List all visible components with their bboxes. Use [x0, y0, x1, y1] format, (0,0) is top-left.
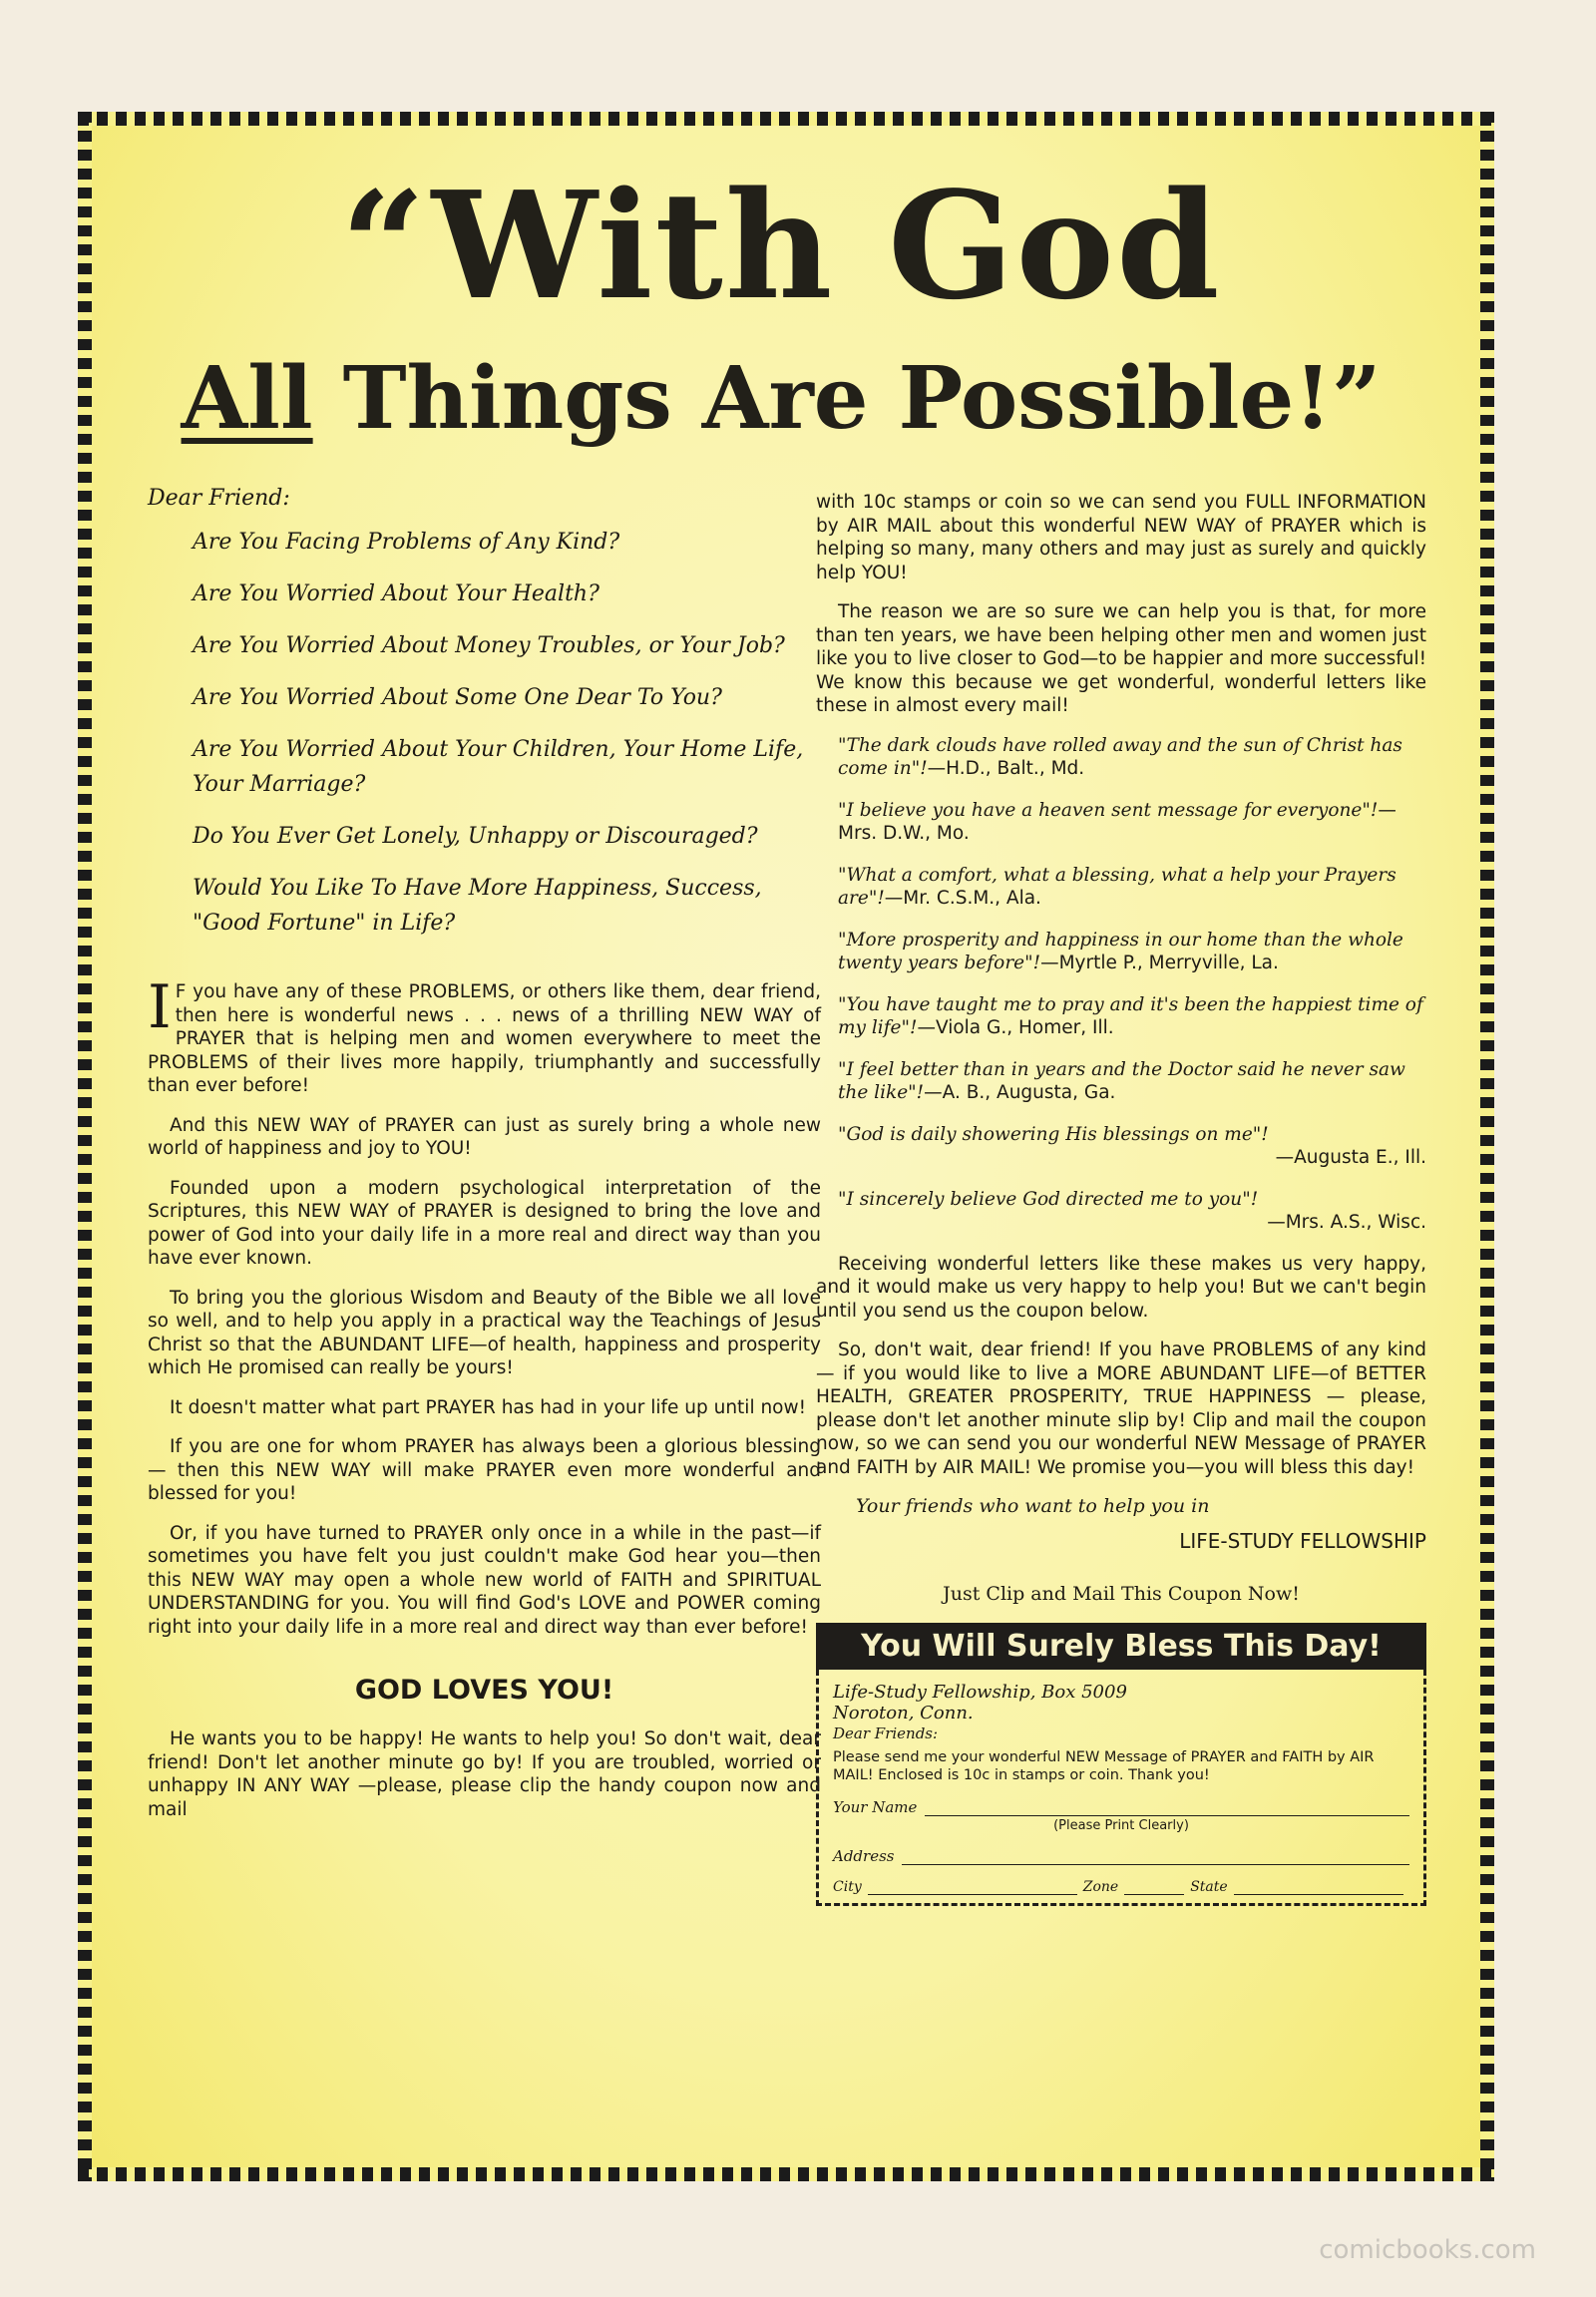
question-item: Are You Worried About Money Troubles, or Your Job?: [193, 633, 785, 658]
testimonial: [838, 929, 1426, 975]
testimonial: [838, 1188, 1426, 1235]
state-label: State: [1190, 1879, 1228, 1895]
testimonial-attribution: —Mrs. D.W., Mo.: [838, 799, 1396, 844]
testimonial-attribution: —Mrs. A.S., Wisc.: [1267, 1212, 1426, 1233]
signoff-organization: LIFE-STUDY FELLOWSHIP: [1179, 1529, 1426, 1553]
testimonial: [838, 993, 1426, 1040]
body-paragraph: Founded upon a modern psychological interpretation of the Scriptures, this NEW WAY of PRAYER is designed to bring the love and power of God into your daily life in a more real and direct way than you have ever known.: [148, 1177, 821, 1269]
dashed-border-top: [78, 112, 1494, 126]
headline-underlined-word: All: [181, 348, 313, 449]
question-item: Are You Worried About Your Children, Your Home Life, Your Marriage?: [193, 737, 804, 797]
mail-coupon[interactable]: [816, 1670, 1426, 1906]
dashed-border-bottom: [78, 2167, 1494, 2181]
headline-line2-rest: Things Are Possible!”: [312, 348, 1382, 449]
testimonial: [838, 734, 1426, 781]
dashed-border-left: [78, 112, 92, 2181]
body-paragraph: To bring you the glorious Wisdom and Beauty of the Bible we all love so well, and to help you apply in a practical way the Teachings of Jesus Christ so that the ABUNDANT LIFE—of health, happiness and prosperity which He promised can really be yours!: [148, 1287, 821, 1378]
name-line[interactable]: [925, 1801, 1409, 1816]
testimonial-attribution: —Myrtle P., Merryville, La.: [1040, 953, 1279, 973]
testimonial-attribution: —Mr. C.S.M., Ala.: [884, 888, 1041, 909]
city-label: City: [833, 1879, 862, 1895]
coupon-request: Please send me your wonderful NEW Message of PRAYER and FAITH by AIR MAIL! Enclosed is 10c in stamps or coin. Thank you!: [833, 1749, 1375, 1783]
headline-line1: “With God: [340, 159, 1222, 332]
testimonial-attribution: —Augusta E., Ill.: [1275, 1147, 1426, 1168]
name-label: Your Name: [833, 1798, 918, 1816]
testimonial: [838, 799, 1426, 846]
testimonial-quote: "God is daily showering His blessings on me"!: [838, 1123, 1269, 1145]
body-paragraph: So, don't wait, dear friend! If you have PROBLEMS of any kind — if you would like to live a MORE ABUNDANT LIFE—of BETTER HEALTH, GREATER PROSPERITY, TRUE HAPPINESS — please, please don't let another minute slip by! Clip and mail the coupon now, so we can send you our wonderful NEW Message of PRAYER and FAITH by AIR MAIL! We promise you—you will bless this day!: [816, 1340, 1426, 1478]
question-item: Would You Like To Have More Happiness, Success, "Good Fortune" in Life?: [193, 876, 762, 936]
right-column: [816, 491, 1426, 1906]
body-paragraph: It doesn't matter what part PRAYER has had in your life up until now!: [170, 1396, 807, 1418]
testimonial-attribution: —Viola G., Homer, Ill.: [917, 1017, 1114, 1038]
signoff-line: Your friends who want to help you in: [856, 1495, 1210, 1517]
advertisement-page: [78, 112, 1494, 2181]
question-item: Do You Ever Get Lonely, Unhappy or Discouraged?: [193, 824, 758, 849]
coupon-banner: You Will Surely Bless This Day!: [816, 1623, 1426, 1670]
testimonial-attribution: —H.D., Balt., Md.: [927, 758, 1085, 779]
question-item: Are You Worried About Some One Dear To You?: [193, 685, 722, 710]
body-paragraph: Or, if you have turned to PRAYER only once in a while in the past—if sometimes you have felt you just couldn't make God hear you—then this NEW WAY may open a whole new world of FAITH and SPIRITUAL UNDERSTANDING for you. You will find God's LOVE and POWER coming right into your daily life in a more real and direct way than ever before!: [148, 1522, 821, 1638]
testimonial-attribution: —A. B., Augusta, Ga.: [924, 1082, 1116, 1103]
testimonial-quote: "More prosperity and happiness in our home than the whole twenty years before"!: [838, 929, 1403, 973]
name-hint: (Please Print Clearly): [1053, 1818, 1189, 1833]
testimonial-quote: "I feel better than in years and the Doctor said he never saw the like"!: [838, 1058, 1405, 1103]
zone-label: Zone: [1082, 1879, 1119, 1895]
headline-line2: [138, 348, 1424, 449]
testimonial-quote: "You have taught me to pray and it's been the happiest time of my life"!: [838, 993, 1423, 1038]
address-field[interactable]: [833, 1847, 1409, 1865]
testimonial: [838, 864, 1426, 911]
address-label: Address: [833, 1847, 895, 1865]
left-column: [148, 486, 821, 1837]
testimonial: [838, 1058, 1426, 1105]
body-paragraph: If you are one for whom PRAYER has always been a glorious blessing — then this NEW WAY will make PRAYER even more wonderful and blessed for you!: [148, 1436, 821, 1504]
testimonial-quote: "The dark clouds have rolled away and the sun of Christ has come in"!: [838, 734, 1402, 779]
coupon-address-line2: Noroton, Conn.: [833, 1703, 974, 1723]
state-line[interactable]: [1234, 1882, 1403, 1895]
dashed-border-right: [1480, 112, 1494, 2181]
lead-paragraph: [148, 972, 821, 1098]
clip-coupon-line: Just Clip and Mail This Coupon Now!: [943, 1583, 1300, 1605]
body-paragraph: And this NEW WAY of PRAYER can just as surely bring a whole new world of happiness and joy to YOU!: [148, 1114, 821, 1159]
salutation: Dear Friend:: [148, 486, 290, 511]
body-paragraph: The reason we are so sure we can help you is that, for more than ten years, we have been helping other men and women just like you to live closer to God—to be happier and more successful! We know this because we get wonderful, wonderful letters like these in almost every mail!: [816, 601, 1426, 716]
testimonial-quote: "What a comfort, what a blessing, what a help your Prayers are"!: [838, 864, 1396, 909]
testimonial-quote: "I sincerely believe God directed me to you"!: [838, 1188, 1259, 1210]
watermark: comicbooks.com: [1319, 2235, 1536, 2265]
testimonial-quote: "I believe you have a heaven sent message for everyone"!: [838, 799, 1379, 821]
coupon-greeting: Dear Friends:: [833, 1724, 939, 1742]
closing-paragraph: He wants you to be happy! He wants to help you! So don't wait, dear friend! Don't let another minute go by! If you are troubled, worried or unhappy IN ANY WAY —please, please clip the handy coupon now and mail: [148, 1728, 821, 1820]
body-paragraph: Receiving wonderful letters like these makes us very happy, and it would make us very happy to help you! But we can't begin until you send us the coupon below.: [816, 1253, 1426, 1322]
city-zone-state-row[interactable]: [833, 1879, 1409, 1895]
city-line[interactable]: [868, 1882, 1077, 1895]
question-item: Are You Worried About Your Health?: [193, 581, 599, 606]
address-line[interactable]: [902, 1850, 1409, 1865]
section-heading: GOD LOVES YOU!: [354, 1675, 614, 1706]
question-item: Are You Facing Problems of Any Kind?: [193, 530, 620, 555]
coupon-address-line1: Life-Study Fellowship, Box 5009: [833, 1682, 1127, 1703]
testimonial: [838, 1123, 1426, 1170]
body-paragraph: with 10c stamps or coin so we can send you FULL INFORMATION by AIR MAIL about this wonderful NEW WAY of PRAYER which is helping so many, many others and may just as surely and quickly help YOU!: [816, 492, 1426, 583]
name-field[interactable]: [833, 1798, 1409, 1816]
zone-line[interactable]: [1124, 1882, 1184, 1895]
drop-cap: I: [148, 972, 172, 1042]
lead-paragraph-text: F you have any of these PROBLEMS, or others like them, dear friend, then here is wonderful news . . . news of a thrilling NEW WAY of PRAYER that is helping men and women everywhere to meet the PROBLEMS of their lives more happily, triumphantly and successfully than ever before!: [148, 981, 821, 1096]
